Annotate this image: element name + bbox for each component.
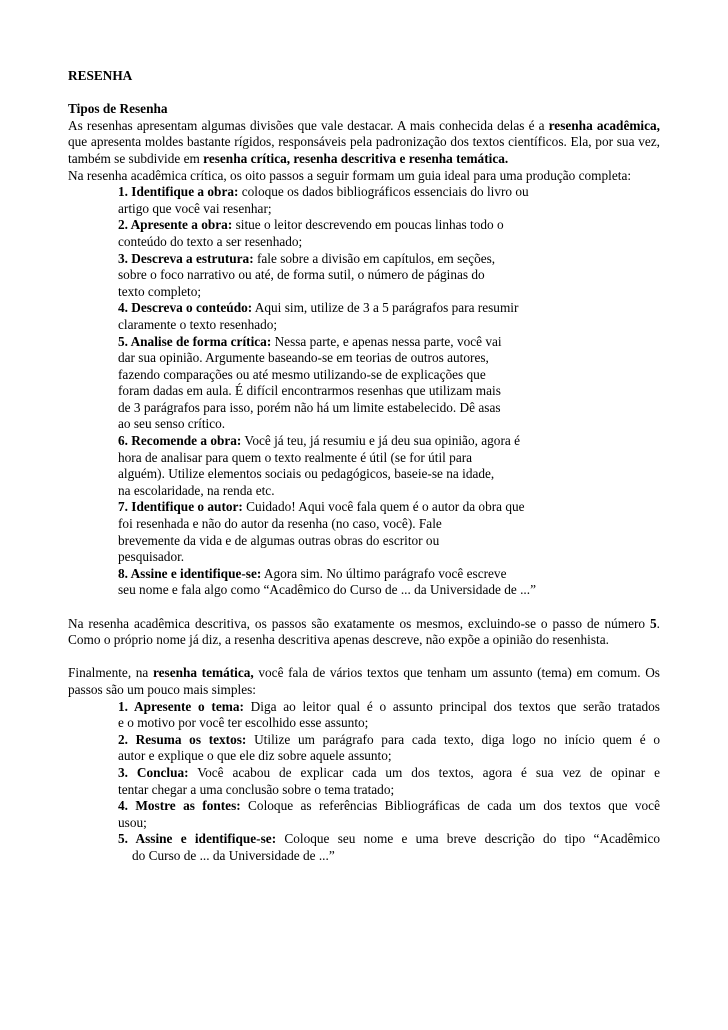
tematica-step-cont: e o motivo por você ter escolhido esse assunto;	[118, 715, 369, 731]
tematica-step-cont: tentar chegar a uma conclusão sobre o tema tratado;	[118, 781, 395, 797]
critica-step-text: Aqui sim, utilize de 3 a 5 parágrafos para resumir	[252, 300, 519, 316]
critica-step-label: 1. Identifique a obra:	[118, 184, 239, 200]
critica-step-text: de 3 parágrafos para isso, porém não há um limite estabelecido. Dê asas	[118, 399, 501, 415]
tematica-step-cont: autor e explique o que ele diz sobre aquele assunto;	[118, 748, 392, 764]
tematica-step-cont: usou;	[118, 814, 147, 830]
critica-step-text: fale sobre a divisão em capítulos, em seções,	[253, 250, 496, 266]
tematica-step-label: 5. Assine e identifique-se:	[118, 831, 277, 847]
critica-step-text: texto completo;	[118, 283, 202, 299]
critica-step-text: Você já teu, já resumiu e já deu sua opinião, agora é	[241, 433, 520, 449]
document-title: RESENHA	[68, 68, 133, 83]
critica-step-text: na escolaridade, na renda etc.	[118, 482, 275, 498]
critica-step	[118, 184, 660, 217]
critica-step	[118, 566, 660, 599]
tematica-step	[118, 699, 660, 732]
critica-step	[118, 499, 660, 565]
critica-step	[118, 334, 660, 434]
critica-step-label: 3. Descreva a estrutura:	[118, 250, 254, 266]
critica-step-label: 5. Analise de forma crítica:	[118, 333, 272, 349]
tematica-step-line	[118, 699, 660, 716]
critica-step-line	[118, 466, 660, 483]
critica-step-text: Nessa parte, e apenas nessa parte, você vai	[271, 333, 502, 349]
intro-text-a: As resenhas apresentam algumas divisões que vale destacar. A mais conhecida delas é a	[68, 117, 549, 133]
tematica-step	[118, 765, 660, 798]
critica-step-line	[118, 201, 660, 218]
tematica-step-text: Você acabou de explicar cada um dos textos, agora é sua vez de opinar e	[188, 764, 660, 780]
tematica-step-text: Diga ao leitor qual é o assunto principal dos textos que serão tratados	[243, 698, 660, 714]
critica-step-line	[118, 251, 660, 268]
critica-step-line	[118, 334, 660, 351]
descritiva-bold: 5	[650, 615, 657, 631]
critica-step-label: 6. Recomende a obra:	[118, 433, 242, 449]
critica-step-label: 7. Identifique o autor:	[118, 499, 243, 515]
critica-step-text: ao seu senso crítico.	[118, 416, 226, 432]
critica-step-text: hora de analisar para quem o texto realmente é útil (se for útil para	[118, 449, 473, 465]
critica-step-text: foi resenhada e não do autor da resenha (no caso, você). Fale	[118, 516, 442, 532]
critica-step-line	[118, 350, 660, 367]
critica-step-line	[118, 533, 660, 550]
tematica-step-text: Utilize um parágrafo para cada texto, diga logo no início quem é o	[246, 731, 660, 747]
tematica-step-line	[118, 798, 660, 815]
critica-step	[118, 251, 660, 301]
critica-step-line	[118, 383, 660, 400]
critica-step-line	[118, 234, 660, 251]
intro-bold-a: resenha acadêmica,	[548, 117, 660, 133]
critica-step-text: coloque os dados bibliográficos essenciais do livro ou	[238, 184, 529, 200]
tematica-text-a: Finalmente, na	[68, 665, 153, 681]
critica-step	[118, 217, 660, 250]
tematica-paragraph	[68, 665, 660, 698]
intro-paragraph	[68, 118, 660, 168]
critica-step-line	[118, 566, 660, 583]
descritiva-text-b: . Como o próprio nome já diz, a resenha descritiva apenas descreve, não expõe a opinião do resenhista.	[68, 615, 660, 648]
critica-step-line	[118, 450, 660, 467]
critica-step-line	[118, 367, 660, 384]
tematica-step-label: 4. Mostre as fontes:	[118, 798, 241, 814]
critica-step-text: brevemente da vida e de algumas outras obras do escritor ou	[118, 532, 440, 548]
tematica-step-line	[118, 765, 660, 782]
tematica-step	[118, 831, 660, 864]
critica-step-text: seu nome e fala algo como “Acadêmico do Curso de ... da Universidade de ...”	[118, 582, 536, 598]
critica-step-line	[118, 217, 660, 234]
intro-text-b: que apresenta moldes bastante rígidos, responsáveis pela padronização dos textos científicos. Ela, por sua vez, também se subdivide em	[68, 134, 660, 166]
tematica-steps-list	[68, 699, 660, 865]
critica-step-text: artigo que você vai resenhar;	[118, 200, 272, 216]
tematica-step	[118, 732, 660, 765]
tematica-step-line	[118, 732, 660, 749]
descritiva-paragraph	[68, 616, 660, 649]
critica-step-line	[118, 549, 660, 566]
critica-step-line	[118, 516, 660, 533]
critica-step-line	[118, 483, 660, 500]
critica-step-line	[118, 300, 660, 317]
critica-step-text: dar sua opinião. Argumente baseando-se em teorias de outros autores,	[118, 350, 489, 366]
critica-step-text: Cuidado! Aqui você fala quem é o autor da obra que	[242, 499, 525, 515]
tematica-step-label: 2. Resuma os textos:	[118, 731, 247, 747]
critica-intro: Na resenha acadêmica crítica, os oito passos a seguir formam um guia ideal para uma produção completa:	[68, 167, 632, 183]
tematica-step-cont: do Curso de ... da Universidade de ...”	[132, 847, 335, 863]
tematica-text-b: você fala de vários textos que tenham um assunto (tema) em comum. Os passos são um pouco mais simples:	[68, 665, 660, 697]
critica-step-line	[118, 416, 660, 433]
intro-bold-b: resenha crítica, resenha descritiva e resenha temática.	[203, 150, 509, 166]
critica-step-text: situe o leitor descrevendo em poucas linhas todo o	[232, 217, 504, 233]
critica-step-label: 8. Assine e identifique-se:	[118, 565, 262, 581]
tematica-bold: resenha temática,	[152, 665, 254, 681]
critica-step-line	[118, 400, 660, 417]
critica-step-line	[118, 499, 660, 516]
critica-step-line	[118, 284, 660, 301]
critica-step-text: claramente o texto resenhado;	[118, 316, 278, 332]
critica-step-label: 4. Descreva o conteúdo:	[118, 300, 253, 316]
descritiva-text-a: Na resenha acadêmica descritiva, os passos são exatamente os mesmos, excluindo-se o passo de número	[68, 615, 651, 631]
critica-step	[118, 300, 660, 333]
critica-step-label: 2. Apresente a obra:	[118, 217, 233, 233]
critica-step-text: conteúdo do texto a ser resenhado;	[118, 233, 303, 249]
tematica-step-label: 3. Conclua:	[118, 764, 189, 780]
critica-step-line	[118, 317, 660, 334]
critica-step-line	[118, 267, 660, 284]
critica-step	[118, 433, 660, 499]
critica-step-text: Agora sim. No último parágrafo você escreve	[261, 565, 507, 581]
section-title: Tipos de Resenha	[68, 101, 168, 117]
tematica-step-text: Coloque as referências Bibliográficas de cada um dos textos que você	[240, 798, 660, 814]
critica-steps-list	[68, 184, 660, 599]
tematica-step	[118, 798, 660, 831]
critica-step-text: pesquisador.	[118, 549, 185, 565]
critica-step-line	[118, 433, 660, 450]
tematica-step-text: Coloque seu nome e uma breve descrição do tipo “Acadêmico	[276, 831, 660, 847]
critica-step-text: fazendo comparações ou até mesmo utilizando-se de explicações que	[118, 366, 486, 382]
critica-step-text: foram dadas em aula. É difícil encontrarmos resenhas que utilizam mais	[118, 383, 501, 399]
critica-step-text: alguém). Utilize elementos sociais ou pedagógicos, baseie-se na idade,	[118, 466, 495, 482]
tematica-step-line	[118, 831, 660, 848]
critica-step-line	[118, 582, 660, 599]
tematica-step-label: 1. Apresente o tema:	[118, 698, 244, 714]
critica-step-line	[118, 184, 660, 201]
critica-step-text: sobre o foco narrativo ou até, de forma sutil, o número de páginas do	[118, 267, 485, 283]
